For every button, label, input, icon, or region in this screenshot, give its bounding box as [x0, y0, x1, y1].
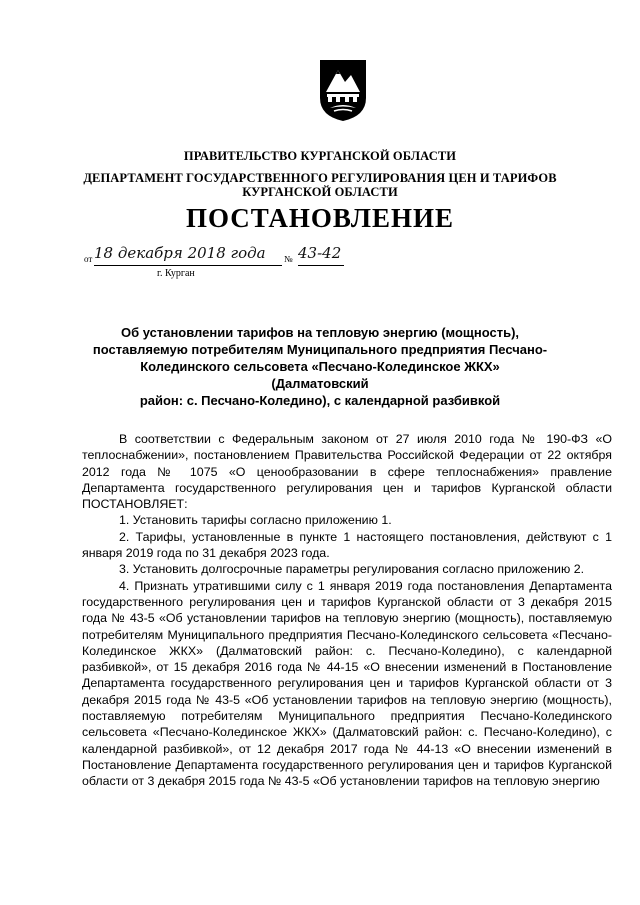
document-subject — [90, 324, 550, 409]
document-type-heading: ПОСТАНОВЛЕНИЕ — [185, 203, 455, 233]
preamble-paragraph: В соответствии с Федеральным законом от 27 июля 2010 года № 190-ФЗ «О теплоснабжении», постановлением Правительства Российской Федерации от 22 октября 2012 года № 1075 «О ценообразовании в сфере теплоснабжения» правление Департамента государственного регулирования цен и тарифов Курганской области ПОСТАНОВЛЯЕТ: — [82, 432, 612, 512]
handwritten-number: 43-42 — [298, 244, 342, 262]
date-number-block — [84, 244, 364, 284]
department-title — [0, 171, 640, 199]
date-underline — [94, 265, 282, 266]
handwritten-date: 18 декабря 2018 года — [94, 244, 266, 262]
department-title-line: ДЕПАРТАМЕНТ ГОСУДАРСТВЕННОГО РЕГУЛИРОВАНИЯ ЦЕН И ТАРИФОВ — [83, 171, 557, 185]
document-body — [82, 431, 612, 790]
subject-line: район: с. Песчано-Коледино), с календарной разбивкой — [139, 393, 501, 408]
coat-of-arms-icon — [318, 58, 368, 122]
resolution-item-2: 2. Тарифы, установленные в пункте 1 настоящего постановления, действуют с 1 января 2019 года по 31 декабря 2023 года. — [82, 529, 612, 561]
number-prefix: № — [284, 254, 293, 264]
city-label: г. Курган — [157, 268, 195, 279]
date-prefix: от — [84, 254, 93, 264]
subject-line: Об установлении тарифов на тепловую энергию (мощность), — [120, 325, 520, 340]
subject-line: Колединского сельсовета «Песчано-Колединское ЖКХ» (Далматовский — [140, 359, 500, 391]
number-underline — [298, 265, 344, 266]
resolution-item-3: 3. Установить долгосрочные параметры регулирования согласно приложению 2. — [119, 562, 585, 577]
resolution-item-1: 1. Установить тарифы согласно приложению 1. — [119, 513, 392, 528]
department-title-line: КУРГАНСКОЙ ОБЛАСТИ — [242, 185, 398, 199]
resolution-item-4: 4. Признать утратившими силу с 1 января 2019 года постановления Департамента государственного регулирования цен и тарифов Курганской области от 3 декабря 2015 года № 43-5 «Об установлении тарифов на тепловую энергию (мощность), поставляемую потребителям Муниципального предприятия Песчано-Колединского сельсовета «Песчано-Колединское ЖКХ» (Далматовский район: с. Песчано-Коледино), с календарной разбивкой», от 15 декабря 2016 года № 44-15 «О внесении изменений в Постановление Департамента государственного регулирования цен и тарифов Курганской области от 3 декабря 2015 года № 43-5 «Об установлении тарифов на тепловую энергию (мощность), поставляемую потребителям Муниципального предприятия Песчано-Колединского сельсовета «Песчано-Колединское ЖКХ» (Далматовский район: с. Песчано-Коледино), с календарной разбивкой», от 12 декабря 2017 года № 44-13 «О внесении изменений в Постановление Департамента государственного регулирования цен и тарифов Курганской области от 3 декабря 2015 года № 43-5 «Об установлении тарифов на тепловую энергию — [82, 578, 612, 789]
government-title: ПРАВИТЕЛЬСТВО КУРГАНСКОЙ ОБЛАСТИ — [183, 149, 457, 163]
subject-line: поставляемую потребителям Муниципального предприятия Песчано- — [92, 342, 548, 357]
